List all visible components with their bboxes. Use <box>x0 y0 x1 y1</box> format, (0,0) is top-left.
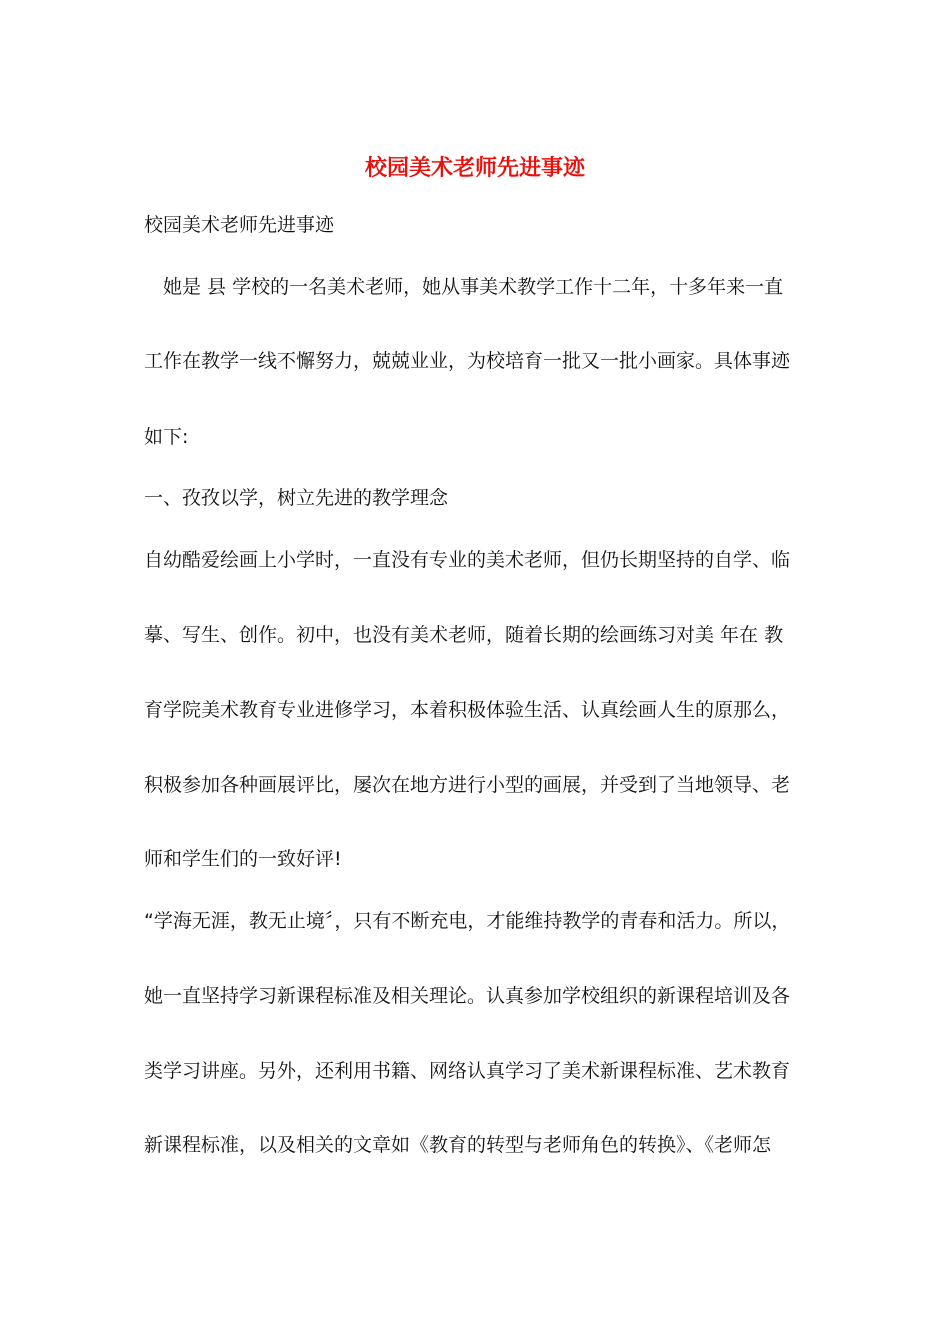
paragraph-line: 师和学生们的一致好评! <box>144 848 342 870</box>
paragraph-line: 她一直坚持学习新课程标准及相关理论。认真参加学校组织的新课程培训及各 <box>144 985 791 1007</box>
paragraph-line: 工作在教学一线不懈努力，兢兢业业，为校培育一批又一批小画家。具体事迹 <box>144 350 791 372</box>
section-heading: 一、孜孜以学，树立先进的教学理念 <box>144 487 449 509</box>
paragraph-line: 摹、写生、创作。初中，也没有美术老师，随着长期的绘画练习对美 年在 教 <box>144 624 784 646</box>
paragraph-line: 自幼酷爱绘画上小学时，一直没有专业的美术老师，但仍长期坚持的自学、临 <box>144 549 791 571</box>
paragraph-line: “学海无涯，教无止境〞，只有不断充电，才能维持教学的青春和活力。所以， <box>144 910 791 932</box>
paragraph-line: 积极参加各种画展评比，屡次在地方进行小型的画展，并受到了当地领导、老 <box>144 774 791 796</box>
document-title: 校园美术老师先进事迹 <box>364 155 585 181</box>
paragraph-line: 育学院美术教育专业进修学习，本着积极体验生活、认真绘画人生的原那么， <box>144 699 791 721</box>
paragraph-line: 如下: <box>144 426 189 448</box>
paragraph-line: 她是 县 学校的一名美术老师，她从事美术教学工作十二年，十多年来一直 <box>144 276 784 298</box>
document-subtitle: 校园美术老师先进事迹 <box>144 214 335 236</box>
paragraph-line: 新课程标准，以及相关的文章如《教育的转型与老师角色的转换》、《老师怎 <box>144 1134 772 1156</box>
paragraph-line: 类学习讲座。另外，还利用书籍、网络认真学习了美术新课程标准、艺术教育 <box>144 1060 791 1082</box>
